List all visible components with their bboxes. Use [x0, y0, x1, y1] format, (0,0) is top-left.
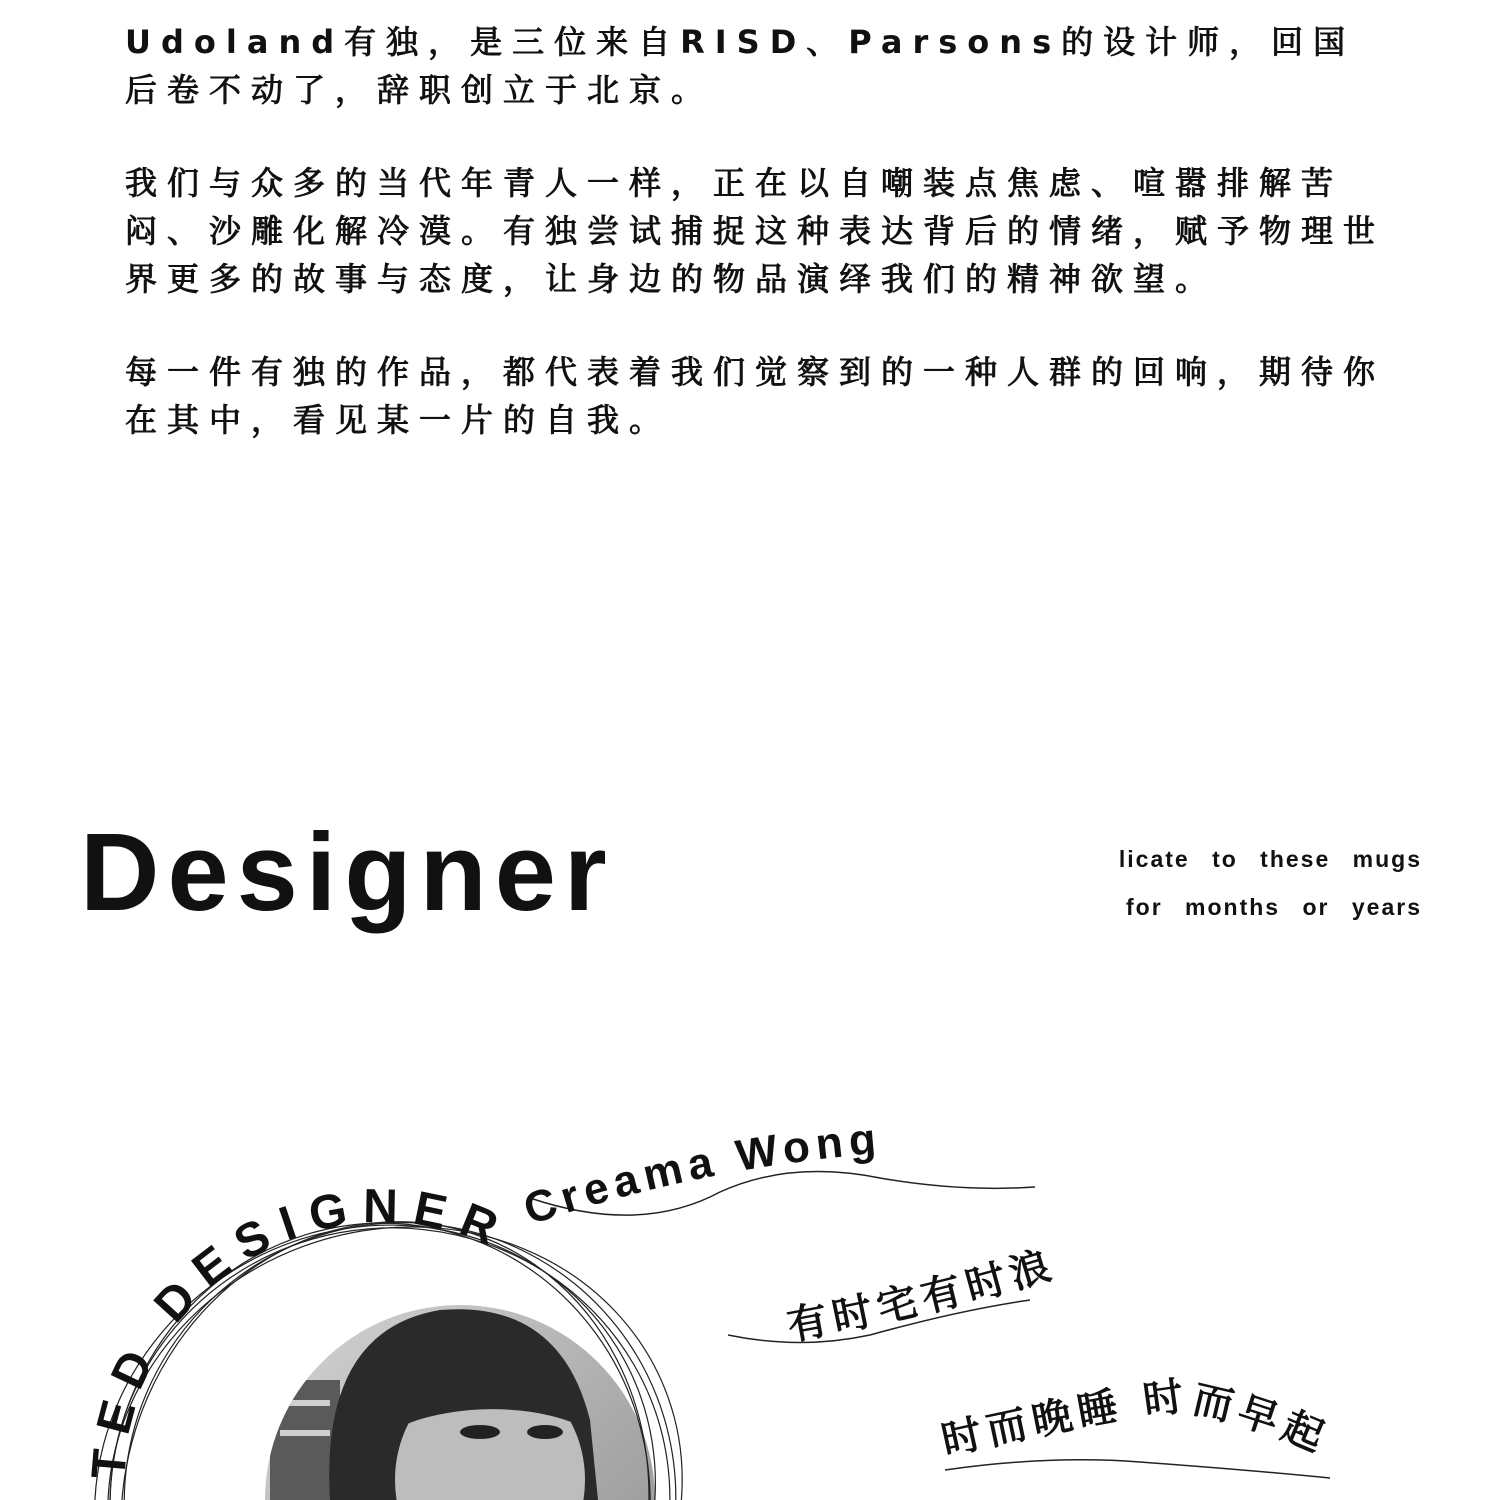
phrase-1: 有时宅有时浪	[783, 1241, 1062, 1350]
phrase-2: 时而晚睡 时而早起	[937, 1372, 1336, 1465]
designer-heading: Designer	[80, 811, 615, 934]
intro-paragraph-3: 每一件有独的作品，都代表着我们觉察到的一种人群的回响，期待你在其中，看见某一片的自我。	[125, 353, 1386, 439]
circle-text: TED DESIGNER	[82, 1180, 518, 1481]
tagline-line-2: for months or years	[1126, 894, 1422, 920]
tagline	[1002, 835, 1422, 931]
tagline-line-1: licate to these mugs	[1118, 846, 1422, 872]
intro-paragraph-2: 我们与众多的当代年青人一样，正在以自嘲装点焦虑、喧嚣排解苦闷、沙雕化解冷漠。有独尝试捕捉这种表达背后的情绪，赋予物理世界更多的故事与态度，让身边的物品演绎我们的精神欲望。	[125, 164, 1386, 298]
designer-portrait	[250, 1290, 670, 1500]
phrase2-underline-wave	[945, 1460, 1330, 1478]
intro-paragraph-1: Udoland有独，是三位来自RISD、Parsons的设计师，回国后卷不动了，辞职创立于北京。	[125, 23, 1356, 109]
designer-artwork	[0, 1000, 1500, 1500]
designer-name: Creama Wong	[517, 1114, 884, 1235]
intro-section	[125, 18, 1385, 489]
